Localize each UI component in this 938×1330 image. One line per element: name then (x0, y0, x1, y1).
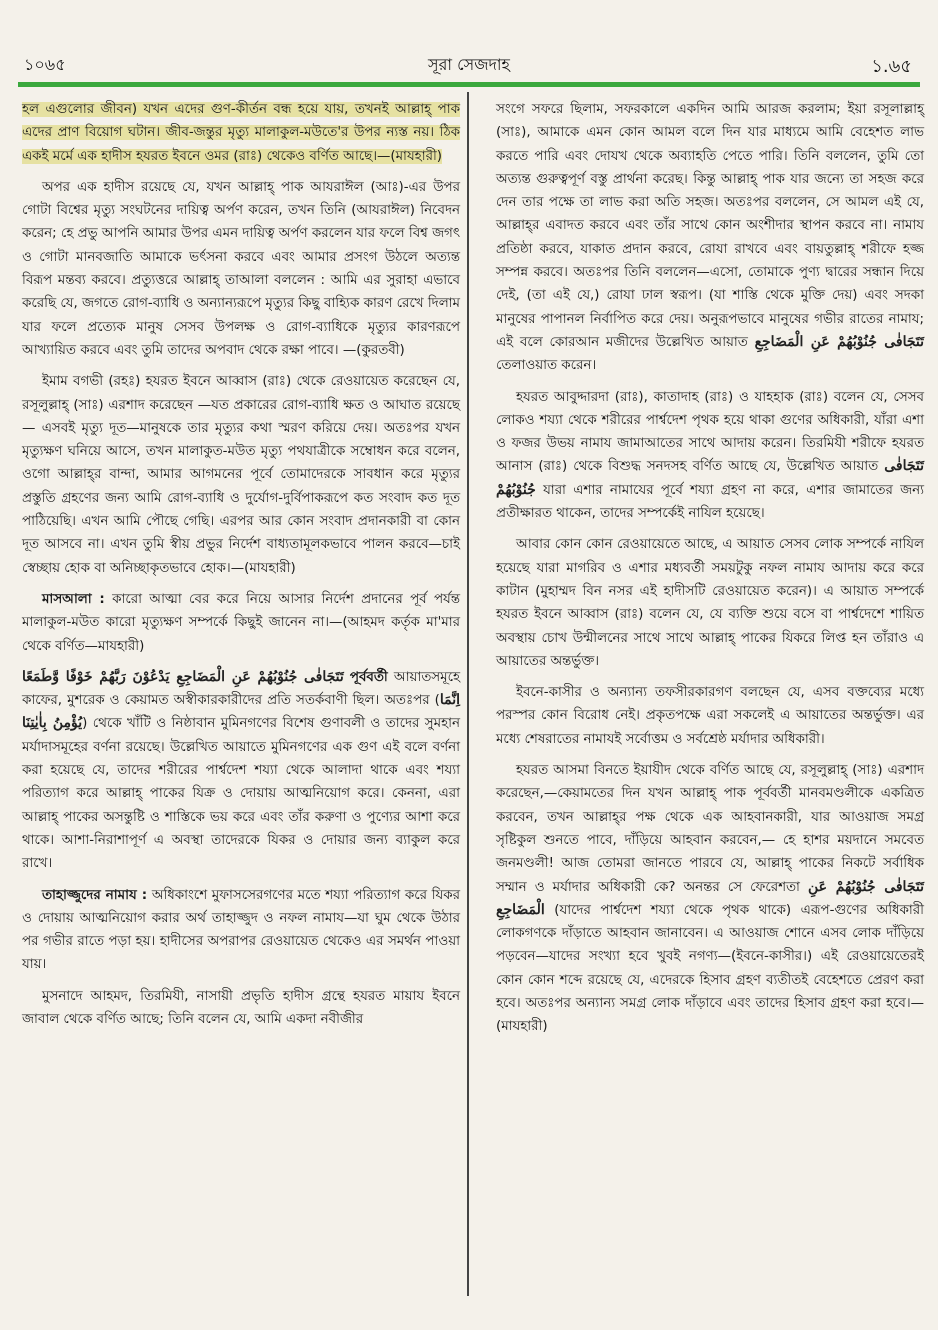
paragraph (496, 386, 924, 526)
paragraph (496, 533, 924, 673)
paragraph-text: মুসনাদে আহমদ, তিরমিযী, নাসায়ী প্রভৃতি হাদীস গ্রন্থে হযরত মায়ায ইবনে জাবাল থেকে বর্ণিত আছে; তিনি বলেন যে, আমি একদা নবীজীর (22, 988, 460, 1027)
paragraph-text: পূর্ববর্তী (349, 669, 388, 685)
header-rule (18, 82, 920, 87)
paragraph (496, 759, 924, 1039)
masala-label: মাসআলা : (42, 591, 105, 607)
arabic-verse: تَتَجَافٰى جُنُوْبُهُمْ عَنِ الْمَضَاجِعِ (754, 333, 924, 350)
page-header (20, 44, 918, 78)
page-number-right: ১.৬৫ (871, 56, 912, 77)
paragraph (22, 98, 460, 168)
paragraph-text: কারো আত্মা বের করে নিয়ে আসার নির্দেশ প্রদানের পূর্ব পর্যন্ত মালাকুল-মউত কারো মৃত্যুক্ষণ সম্পর্কে কিছুই জানেন না।—(আহমদ কর্তৃক মা'মার থেকে বর্ণিত—মাযহারী) (22, 591, 460, 654)
paragraph-text: হল এগুলোর জীবন) যখন এদের গুণ-কীর্তন বন্ধ হয়ে যায়, তখনই আল্লাহ্ পাক এদের প্রাণ বিয়োগ ঘটান। জীব-জন্তুর মৃত্যু মালাকুল-মউতে'র উপর ন্যস্ত নয়। ঠিক একই মর্মে এক হাদীস হযরত ইবনে ওমর (রাঃ) থেকেও বর্ণিত আছে।—(মাযহারী) (22, 102, 460, 164)
arabic-verse: اِنَّمَا يُؤْمِنُ بِاٰيٰتِنَا (22, 692, 460, 732)
paragraph (496, 681, 924, 751)
paragraph (496, 98, 924, 378)
paragraph (22, 176, 460, 362)
column-divider (467, 92, 469, 1296)
paragraph (22, 666, 460, 876)
paragraph-text: হযরত আবুদ্দারদা (রাঃ), কাতাদাহ (রাঃ) ও যাহহাক (রাঃ) বলেন যে, সেসব লোকও শয্যা থেকে শরীরের পার্শ্বদেশ পৃথক হয়ে থাকা গুণের অধিকারী, যাঁরা এশা ও ফজর উভয় নামায জামাআতের সাথে আদায় করেন। তিরমিযী শরীফে হযরত আনাস (রাঃ) থেকে বিশুদ্ধ সনদসহ বর্ণিত আছে যে, উল্লেখিত আয়াত (496, 389, 924, 475)
paragraph (22, 884, 460, 977)
paragraph-text: যারা এশার নামাযের পূর্বে শয্যা গ্রহণ না করে, এশার জামাতের জন্য প্রতীক্ষারত থাকেন, তাদের সম্পর্কেই নাযিল হয়েছে। (496, 482, 924, 522)
paragraph-text: আবার কোন কোন রেওয়ায়েতে আছে, এ আয়াত সেসব লোক সম্পর্কে নাযিল হয়েছে যারা মাগরিব ও এশার মধ্যবর্তী সময়টুকু নফল নামায আদায় করে করে কাটান (মুহাম্মদ বিন নসর এই হাদীসটি রেওয়ায়েত করেন)। এ আয়াত সম্পর্কে হযরত ইবনে আব্বাস (রাঃ) বলেন যে, যে ব্যক্তি শুয়ে বসে বা পার্শ্বদেশে শায়িত অবস্থায় চোখ উন্মীলনের সাথে সাথে আল্লাহ্ পাকের যিকরে লিপ্ত হন তাঁরাও এ আয়াতের অন্তর্ভুক্ত। (496, 537, 924, 669)
arabic-verse: تَتَجَافٰى جُنُوْبُهُمْ (496, 458, 924, 498)
arabic-verse: تَتَجَافٰى جُنُوْبُهُمْ عَنِ الْمَضَاجِعِ يَدْعُوْنَ رَبَّهُمْ خَوْفًا وَّطَمَعًا (22, 668, 344, 685)
left-column (22, 98, 460, 1039)
surah-title: সূরা সেজদাহ (428, 55, 510, 74)
paragraph-text: হযরত আসমা বিনতে ইয়াযীদ থেকে বর্ণিত আছে যে, রসূলুল্লাহ্ (সাঃ) এরশাদ করেছেন,—কেয়ামতের দিন যখন আল্লাহ্ পাক পূর্ববর্তী মানবমণ্ডলীকে একত্রিত করবেন, তখন আল্লাহ্‌র পক্ষ থেকে এক আহবানকারী, যার আওয়াজ সমগ্র সৃষ্টিকুল শুনতে পাবে, দাঁড়িয়ে আহবান করবেন,— হে হাশর ময়দানে সমবেত জনমণ্ডলী! আজ তোমরা জানতে পারবে যে, আল্লাহ্ পাকের নিকটে সর্বাধিক সম্মান ও মর্যাদার অধিকারী কে? অনন্তর সে ফেরেশতা (496, 763, 924, 895)
paragraph (22, 588, 460, 658)
paragraph-text: ইবনে-কাসীর ও অন্যান্য তফসীরকারগণ বলছেন যে, এসব বক্তব্যের মধ্যে পরস্পর কোন বিরোধ নেই। প্রকৃতপক্ষে এরা সকলেই এ আয়াতের অন্তর্ভুক্ত। এর মধ্যে শেষরাতের নামাযই সর্বোত্তম ও সর্বশ্রেষ্ঠ মর্যাদার অধিকারী। (496, 685, 924, 747)
paragraph-text: (যাদের পার্শ্বদেশ শয্যা থেকে পৃথক থাকে) এরূপ-গুণের অধিকারী লোকগণকে দাঁড়াতে আহবান জানাবেন। এ আওয়াজ শোনে এসব লোক দাঁড়িয়ে পড়বেন—যাদের সংখ্যা হবে খুবই নগণ্য—(ইবনে-কাসীর।) এই রেওয়ায়েতেরই কোন কোন শব্দে রয়েছে যে, এদেরকে হিসাব গ্রহণ ব্যতীতই বেহেশতে প্রেরণ করা হবে। অতঃপর অন্যান্য সমগ্র লোক দাঁড়াবে এবং তাদের হিসাব গ্রহণ করা হবে।—(মাযহারী) (496, 902, 924, 1035)
paragraph-text: ইমাম বগভী (রহঃ) হযরত ইবনে আব্বাস (রাঃ) থেকে রেওয়ায়েত করেছেন যে, রসূলুল্লাহ্ (সাঃ) এরশাদ করেছেন —যত প্রকারের রোগ-ব্যাধি ক্ষত ও আঘাত রয়েছে— এসবই মৃত্যু দূত—মানুষকে তার মৃত্যুর কথা স্মরণ করিয়ে দেয়। অতঃপর যখন মৃত্যুক্ষণ ঘনিয়ে আসে, তখন মালাকুত-মউত মৃত্যু পথযাত্রীকে সম্বোধন করে বলেন, ওগো আল্লাহ্‌র বান্দা, আমার আগমনের পূর্বে তোমাদেরকে সাবধান করে মৃত্যুর প্রস্তুতি গ্রহণের জন্য আমি রোগ-ব্যাধি ও দুর্যোগ-দুর্বিপাকরূপে কত সংবাদ কত দূত পাঠিয়েছি। এখন আমি পৌছে গেছি। এরপর আর কোন সংবাদ প্রদানকারী বা কোন দূত আসবে না। এখন তুমি স্বীয় প্রভুর নির্দেশ বাধ্যতামূলকভাবে পালন করবে—চাই স্বেচ্ছায় হোক বা অনিচ্ছাকৃতভাবে হোক।—(মাযহারী) (22, 374, 460, 576)
arabic-verse: تَتَجَافٰى جُنُوْبُهُمْ عَنِ الْمَضَاجِعِ (496, 878, 924, 918)
paragraph (22, 985, 460, 1032)
paragraph-text: অপর এক হাদীস রয়েছে যে, যখন আল্লাহ্ পাক আযরাঈল (আঃ)-এর উপর গোটা বিশ্বের মৃত্যু সংঘটনের দায়িত্ব অর্পণ করেন, তখন তিনি (আযরাঈল) নিবেদন করেন; হে প্রভু আপনি আমার উপর এমন দায়িত্ব অর্পণ করলেন যার ফলে বিশ্ব জগৎ ও গোটা মানবজাতি আমাকে ভর্ৎসনা করবে এবং আমার প্রসংগ উঠলে অত্যন্ত বিরূপ মন্তব্য করবে। প্রত্যুত্তরে আল্লাহ্ তাআলা বললেন : আমি এর সুরাহা এভাবে করেছি যে, জগতে রোগ-ব্যাধি ও অন্যান্যরূপে মৃত্যুর কিছু বাহ্যিক কারণ রেখে দিলাম যার ফলে প্রত্যেক মানুষ সেসব উপলক্ষ ও রোগ-ব্যাধিকে মৃত্যুর কারণরূপে আখ্যায়িত করবে এবং তুমি তাদের অপবাদ থেকে রক্ষা পাবে। —(কুরতবী) (22, 179, 460, 358)
paragraph-text: আয়াতসমূহে কাফের, মুশরেক ও কেয়ামত অস্বীকারকারীদের প্রতি সতর্কবাণী ছিল। অতঃপর ( (22, 669, 460, 709)
paragraph-text: অধিকাংশে মুফাসসেরগণের মতে শয্যা পরিত্যাগ করে যিকর ও দোয়ায় আত্মনিয়োগ করার অর্থ তাহাজ্জুদ ও নফল নামায—যা ঘুম থেকে উঠার পর গভীর রাতে পড়া হয়। হাদীসের অপরাপর রেওয়ায়েত থেকেও এর সমর্থন পাওয়া যায়। (22, 887, 460, 973)
tahajjud-label: তাহাজ্জুদের নামায : (42, 887, 148, 903)
paragraph-text: সংগে সফরে ছিলাম, সফরকালে একদিন আমি আরজ করলাম; ইয়া রসূলাল্লাহ্ (সাঃ), আমাকে এমন কোন আমল বলে দিন যার মাধ্যমে আমি বেহেশত লাভ করতে পারি এবং দোযখ থেকে অব্যাহতি পেতে পারি। তিনি বললেন, তুমি তো অত্যন্ত গুরুত্বপূর্ণ বস্তু প্রার্থনা করেছ। কিন্তু আল্লাহ্ পাক যার জন্যে তা সহজ করে দেন তার পক্ষে তা লাভ করা অতি সহজ। অতঃপর বললেন, সে আমল এই যে, আল্লাহ্‌র এবাদত করবে এবং তাঁর সাথে কোন অংশীদার স্থাপন করবে না। নামায প্রতিষ্ঠা করবে, যাকাত প্রদান করবে, রোযা রাখবে এবং বায়তুল্লাহ্ শরীফে হজ্জ সম্পন্ন করবে। অতঃপর তিনি বললেন—এসো, তোমাকে পুণ্য দ্বারের সন্ধান দিয়ে দেই, (তা এই যে,) রোযা ঢাল স্বরূপ। (যা শাস্তি থেকে মুক্তি দেয়) এবং সদকা মানুষের পাপানল নির্বাপিত করে দেয়। অনুরূপভাবে মানুষের গভীর রাতের নামায; এই বলে কোরআন মজীদের উল্লেখিত আয়াত (496, 102, 924, 350)
paragraph (22, 370, 460, 580)
paragraph-text: তেলাওয়াত করেন। (496, 358, 597, 374)
right-column (496, 98, 924, 1047)
paragraph-text: ) থেকে খাঁটি ও নিষ্ঠাবান মুমিনগণের বিশেষ গুণাবলী ও তাদের সুমহান মর্যাদাসমূহের বর্ণনা রয়েছে। উল্লেখিত আয়াতে মুমিনগণের এক গুণ এই বলে বর্ণনা করা হয়েছে যে, তাদের শরীরের পার্শ্বদেশ শয্যা থেকে আলাদা থাকে এবং শয্যা পরিত্যাগ করে আল্লাহ্ পাকের যিক্র ও দোয়ায় আত্মনিয়োগ করে। কেননা, এরা আল্লাহ্ পাকের অসন্তুষ্টি ও শাস্তিকে ভয় করে এবং তাঁর করুণা ও পুণ্যের আশা করে থাকে। আশা-নিরাশাপূর্ণ এ অবস্থা তাদেরকে যিকর ও দোয়ার জন্য ব্যাকুল করে রাখে। (22, 716, 460, 872)
page-number-left: ১০৬৫ (24, 55, 66, 74)
